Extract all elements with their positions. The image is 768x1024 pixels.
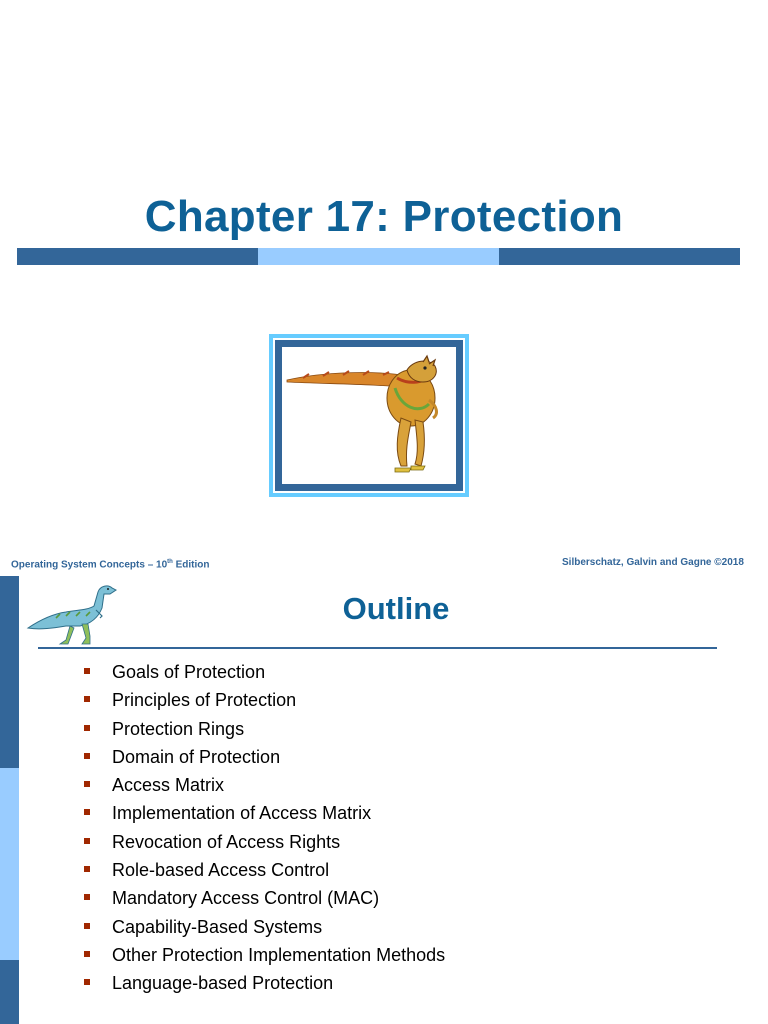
footer-edition-prefix: Operating System Concepts – 10	[11, 559, 168, 571]
list-item	[84, 771, 445, 799]
side-band-dark-bottom	[0, 960, 19, 1024]
bullet-icon	[84, 838, 90, 844]
footer-edition-sup: th	[167, 559, 173, 565]
list-item	[84, 715, 445, 743]
list-item-label: Domain of Protection	[112, 746, 281, 767]
list-item	[84, 799, 445, 827]
bullet-icon	[84, 979, 90, 985]
list-item-label: Other Protection Implementation Methods	[112, 944, 446, 965]
title-bar-right	[499, 248, 740, 265]
footer-edition	[11, 559, 210, 570]
slide-title: Chapter 17: Protection	[144, 192, 624, 241]
list-item-label: Principles of Protection	[112, 690, 297, 711]
bullet-icon	[84, 668, 90, 674]
list-item	[84, 658, 445, 686]
list-item-label: Capability-Based Systems	[112, 916, 323, 937]
bullet-icon	[84, 866, 90, 872]
list-item	[84, 969, 445, 997]
outline-divider	[38, 647, 717, 649]
list-item	[84, 856, 445, 884]
footer-copyright: Silberschatz, Galvin and Gagne ©2018	[562, 557, 744, 568]
list-item-label: Access Matrix	[112, 775, 225, 796]
footer-edition-suffix: Edition	[172, 559, 210, 571]
list-item	[84, 828, 445, 856]
bullet-icon	[84, 894, 90, 900]
list-item	[84, 743, 445, 771]
side-band-light	[0, 768, 19, 960]
bullet-icon	[84, 951, 90, 957]
list-item-label: Mandatory Access Control (MAC)	[112, 888, 380, 909]
bullet-icon	[84, 809, 90, 815]
title-bar-left	[17, 248, 258, 265]
list-item-label: Implementation of Access Matrix	[112, 803, 372, 824]
list-item	[84, 884, 445, 912]
outline-title: Outline	[342, 591, 450, 626]
list-item	[84, 941, 445, 969]
list-item-label: Revocation of Access Rights	[112, 831, 341, 852]
list-item-label: Role-based Access Control	[112, 860, 330, 881]
list-item-label: Goals of Protection	[112, 662, 266, 682]
list-item-label: Protection Rings	[112, 718, 245, 739]
bullet-icon	[84, 753, 90, 759]
list-item	[84, 686, 445, 714]
bullet-icon	[84, 725, 90, 731]
bullet-icon	[84, 696, 90, 702]
bullet-icon	[84, 781, 90, 787]
title-bar-middle	[258, 248, 499, 265]
outline-list	[84, 658, 445, 998]
list-item	[84, 913, 445, 941]
dinosaur-illustration	[283, 348, 455, 483]
bullet-icon	[84, 923, 90, 929]
list-item-label: Language-based Protection	[112, 973, 334, 994]
